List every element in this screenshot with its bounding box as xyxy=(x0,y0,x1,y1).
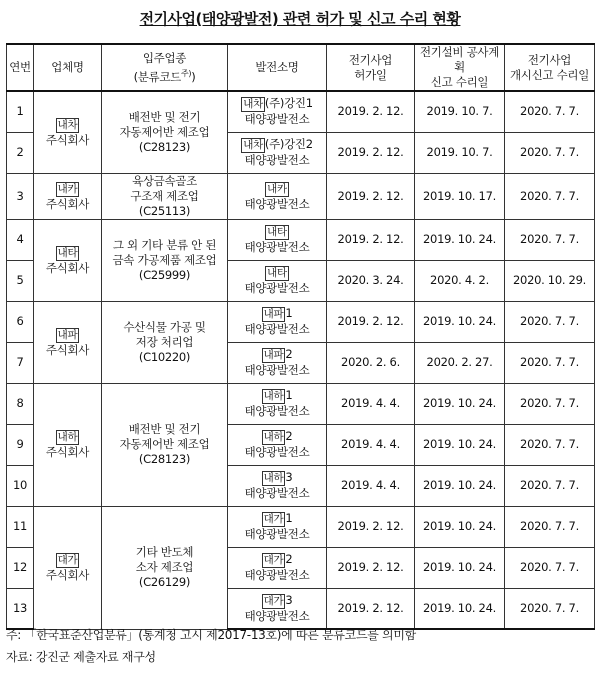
header-permit-line1: 전기사업 xyxy=(348,52,393,67)
plant-mark: 대가 xyxy=(263,513,284,525)
header-start-line2: 개시신고 수리일 xyxy=(509,67,590,82)
industry-code: (C28123) xyxy=(138,139,191,154)
header-footnote-mark: 주) xyxy=(181,68,192,78)
company-suffix: 주식회사 xyxy=(45,196,90,211)
company-mark: 내타 xyxy=(57,246,78,259)
plant-line2: 태양광발전소 xyxy=(244,240,310,254)
row-no: 7 xyxy=(7,342,34,383)
plant-cell xyxy=(228,301,327,342)
plant-suffix: 2 xyxy=(285,429,293,443)
plan-date: 2019. 10. 7. xyxy=(415,91,505,132)
start-date: 2020. 10. 29. xyxy=(505,260,595,301)
plant-mark: 내하 xyxy=(263,472,284,484)
table-row xyxy=(7,219,595,260)
header-plan-line1: 전기설비 공사계획 xyxy=(419,45,500,74)
plant-line2: 태양광발전소 xyxy=(244,486,310,500)
industry-line: 자동제어반 제조업 xyxy=(119,437,210,451)
plant-line2: 태양광발전소 xyxy=(244,112,310,127)
plant-mark: 내타 xyxy=(267,226,287,238)
table-header-row xyxy=(7,44,595,91)
plant-cell xyxy=(228,219,327,260)
permit-status-table xyxy=(6,43,595,630)
company-mark: 내차 xyxy=(57,118,78,131)
permit-date: 2019. 2. 12. xyxy=(327,173,415,219)
plant-line2: 태양광발전소 xyxy=(244,196,310,211)
plant-mark: 내차 xyxy=(243,139,263,151)
plant-line2: 태양광발전소 xyxy=(244,153,310,167)
company-mark: 대가 xyxy=(57,554,78,566)
industry-code: (C25999) xyxy=(138,267,191,282)
plan-date: 2019. 10. 24. xyxy=(415,424,505,465)
industry-cell xyxy=(102,219,228,301)
permit-date: 2020. 3. 24. xyxy=(327,260,415,301)
plant-suffix: 2 xyxy=(285,347,293,361)
plant-cell xyxy=(228,547,327,588)
industry-cell xyxy=(102,301,228,383)
plant-suffix: (주)강진2 xyxy=(264,137,313,151)
plant-suffix: 2 xyxy=(285,552,293,566)
plant-suffix: 1 xyxy=(285,511,293,525)
industry-line: 배전반 및 전기 xyxy=(128,422,201,436)
plant-line2: 태양광발전소 xyxy=(244,445,310,459)
permit-date: 2019. 2. 12. xyxy=(327,219,415,260)
industry-code: (C26129) xyxy=(138,575,191,589)
header-industry xyxy=(102,44,228,91)
industry-cell xyxy=(102,173,228,219)
header-plant: 발전소명 xyxy=(228,44,327,91)
row-no: 1 xyxy=(7,91,34,132)
company-cell xyxy=(34,173,102,219)
industry-cell xyxy=(102,91,228,173)
start-date: 2020. 7. 7. xyxy=(505,219,595,260)
plant-suffix: (주)강진1 xyxy=(264,96,313,111)
start-date: 2020. 7. 7. xyxy=(505,588,595,629)
page-title: 전기사업(태양광발전) 관련 허가 및 신고 수리 현황 xyxy=(139,10,461,28)
plant-cell xyxy=(228,342,327,383)
plant-mark: 내차 xyxy=(243,98,263,111)
plant-line2: 태양광발전소 xyxy=(244,363,310,377)
industry-line: 소자 제조업 xyxy=(135,560,194,574)
table-row xyxy=(7,173,595,219)
permit-date: 2019. 2. 12. xyxy=(327,547,415,588)
company-cell xyxy=(34,383,102,506)
plan-date: 2019. 10. 24. xyxy=(415,588,505,629)
row-no: 4 xyxy=(7,219,34,260)
permit-date: 2019. 2. 12. xyxy=(327,506,415,547)
company-suffix: 주식회사 xyxy=(45,260,90,275)
plant-cell xyxy=(228,260,327,301)
table-row xyxy=(7,383,595,424)
company-cell xyxy=(34,301,102,383)
plan-date: 2020. 4. 2. xyxy=(415,260,505,301)
plant-line2: 태양광발전소 xyxy=(244,281,310,295)
table-row xyxy=(7,301,595,342)
plant-cell xyxy=(228,132,327,173)
row-no: 2 xyxy=(7,132,34,173)
plant-cell xyxy=(228,173,327,219)
industry-line: 금속 가공제품 제조업 xyxy=(112,252,217,267)
plant-line2: 태양광발전소 xyxy=(244,527,310,541)
plant-suffix: 3 xyxy=(285,592,293,607)
company-cell xyxy=(34,91,102,173)
industry-code: (C25113) xyxy=(138,203,191,218)
start-date: 2020. 7. 7. xyxy=(505,383,595,424)
start-date: 2020. 7. 7. xyxy=(505,173,595,219)
industry-cell xyxy=(102,506,228,629)
company-mark: 내카 xyxy=(57,182,78,195)
header-start-line1: 전기사업 xyxy=(527,52,572,67)
header-start xyxy=(505,44,595,91)
plant-cell xyxy=(228,383,327,424)
company-cell xyxy=(34,219,102,301)
start-date: 2020. 7. 7. xyxy=(505,301,595,342)
company-mark: 내하 xyxy=(57,431,78,443)
permit-date: 2019. 4. 4. xyxy=(327,383,415,424)
header-plan-line2: 신고 수리일 xyxy=(430,75,489,89)
plant-cell xyxy=(228,588,327,629)
start-date: 2020. 7. 7. xyxy=(505,342,595,383)
header-permit-line2: 허가일 xyxy=(354,67,387,82)
industry-line: 저장 처리업 xyxy=(135,334,194,349)
footnote: 주: 「한국표준산업분류」(통계청 고시 제2017-13호)에 따른 분류코드를 의미함 xyxy=(6,628,416,642)
row-no: 10 xyxy=(7,465,34,506)
company-suffix: 주식회사 xyxy=(45,132,90,147)
plant-cell xyxy=(228,91,327,132)
row-no: 11 xyxy=(7,506,34,547)
source-note: 자료: 강진군 제출자료 재구성 xyxy=(6,650,156,664)
permit-date: 2019. 4. 4. xyxy=(327,465,415,506)
plant-mark: 내하 xyxy=(263,431,284,443)
plant-mark: 내타 xyxy=(267,267,287,279)
company-cell xyxy=(34,506,102,629)
permit-date: 2020. 2. 6. xyxy=(327,342,415,383)
industry-line: 육상금속골조 xyxy=(132,173,197,188)
industry-line: 배전반 및 전기 xyxy=(128,109,201,124)
header-industry-close: ) xyxy=(191,69,196,84)
plant-mark: 내하 xyxy=(263,390,284,402)
plant-suffix: 3 xyxy=(285,470,293,484)
plan-date: 2019. 10. 24. xyxy=(415,301,505,342)
plant-line2: 태양광발전소 xyxy=(244,322,310,336)
header-industry-code: (분류코드 xyxy=(133,69,181,84)
header-plan xyxy=(415,44,505,91)
plant-mark: 대가 xyxy=(263,554,284,566)
industry-cell xyxy=(102,383,228,506)
plant-cell xyxy=(228,465,327,506)
permit-date: 2019. 2. 12. xyxy=(327,132,415,173)
plant-mark: 대가 xyxy=(263,594,284,607)
plant-line2: 태양광발전소 xyxy=(244,568,310,582)
start-date: 2020. 7. 7. xyxy=(505,132,595,173)
company-suffix: 주식회사 xyxy=(45,342,90,357)
company-suffix: 주식회사 xyxy=(45,568,90,582)
permit-date: 2019. 4. 4. xyxy=(327,424,415,465)
industry-line: 자동제어반 제조업 xyxy=(119,124,210,139)
header-no: 연번 xyxy=(7,44,34,91)
plant-mark: 내파 xyxy=(263,308,284,320)
plant-cell xyxy=(228,506,327,547)
company-mark: 내파 xyxy=(57,328,78,341)
plan-date: 2019. 10. 24. xyxy=(415,547,505,588)
plant-suffix: 1 xyxy=(285,388,293,402)
header-permit xyxy=(327,44,415,91)
plant-mark: 내카 xyxy=(267,182,287,195)
plant-line2: 태양광발전소 xyxy=(244,608,310,623)
plan-date: 2019. 10. 7. xyxy=(415,132,505,173)
industry-line: 수산식물 가공 및 xyxy=(123,319,206,334)
row-no: 8 xyxy=(7,383,34,424)
company-suffix: 주식회사 xyxy=(45,445,90,459)
plant-suffix: 1 xyxy=(285,306,293,320)
industry-code: (C10220) xyxy=(138,349,191,364)
row-no: 13 xyxy=(7,588,34,629)
industry-line: 기타 반도체 xyxy=(135,545,194,559)
industry-line: 구조재 제조업 xyxy=(130,188,199,203)
permit-date: 2019. 2. 12. xyxy=(327,588,415,629)
plant-line2: 태양광발전소 xyxy=(244,404,310,418)
plan-date: 2019. 10. 24. xyxy=(415,506,505,547)
permit-date: 2019. 2. 12. xyxy=(327,91,415,132)
permit-date: 2019. 2. 12. xyxy=(327,301,415,342)
industry-line: 그 외 기타 분류 안 된 xyxy=(112,237,217,252)
row-no: 12 xyxy=(7,547,34,588)
row-no: 5 xyxy=(7,260,34,301)
row-no: 6 xyxy=(7,301,34,342)
header-industry-line2 xyxy=(104,66,225,85)
row-no: 9 xyxy=(7,424,34,465)
table-row xyxy=(7,91,595,132)
industry-code: (C28123) xyxy=(138,452,191,466)
plant-mark: 내파 xyxy=(263,349,284,361)
header-company: 업체명 xyxy=(34,44,102,91)
row-no: 3 xyxy=(7,173,34,219)
header-industry-line1: 입주업종 xyxy=(142,50,187,65)
plan-date: 2020. 2. 27. xyxy=(415,342,505,383)
start-date: 2020. 7. 7. xyxy=(505,465,595,506)
start-date: 2020. 7. 7. xyxy=(505,506,595,547)
start-date: 2020. 7. 7. xyxy=(505,547,595,588)
start-date: 2020. 7. 7. xyxy=(505,91,595,132)
plan-date: 2019. 10. 17. xyxy=(415,173,505,219)
table-row xyxy=(7,506,595,547)
start-date: 2020. 7. 7. xyxy=(505,424,595,465)
plan-date: 2019. 10. 24. xyxy=(415,465,505,506)
plant-cell xyxy=(228,424,327,465)
plan-date: 2019. 10. 24. xyxy=(415,383,505,424)
plan-date: 2019. 10. 24. xyxy=(415,219,505,260)
